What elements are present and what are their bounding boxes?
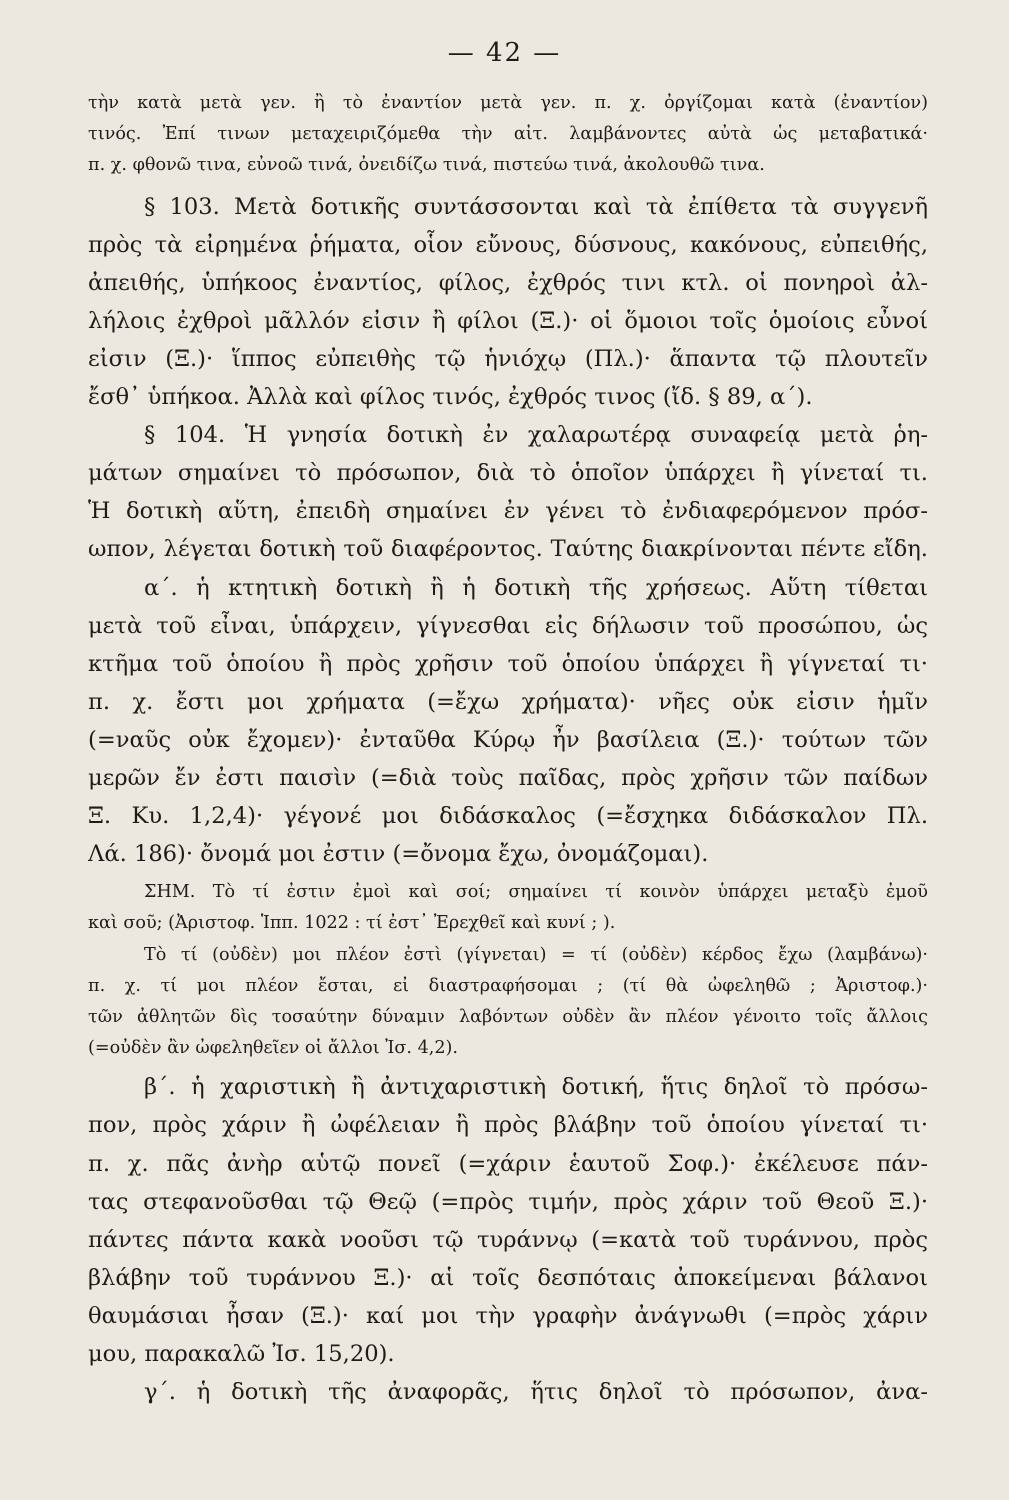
text-line: Τὸ τί (οὐδὲν) μοι πλέον ἐστὶ (γίγνεται) = τί (οὐδὲν) κέρδος ἔχω (λαμβάνω)· xyxy=(144,944,928,965)
text-line: λήλοις ἐχθροὶ μᾶλλόν εἰσιν ἢ φίλοι (Ξ.)· οἱ ὅμοιοι τοῖς ὁμοίοις εὖνοί xyxy=(88,307,928,334)
text-line: γ΄. ἡ δοτικὴ τῆς ἀναφορᾶς, ἥτις δηλοῖ τὸ πρόσωπον, ἀνα- xyxy=(144,1379,928,1406)
text-line: § 104. Ἡ γνησία δοτικὴ ἐν χαλαρωτέρᾳ συναφείᾳ μετὰ ῥη- xyxy=(144,422,928,449)
text-line: βλάβην τοῦ τυράννου Ξ.)· αἱ τοῖς δεσπόταις ἀποκείμεναι βάλανοι xyxy=(88,1264,928,1291)
text-line: π. χ. φθονῶ τινα, εὐνοῶ τινά, ὀνειδίζω τινά, πιστεύω τινά, ἀκολουθῶ τινα. xyxy=(88,155,765,176)
text-line: Ἡ δοτικὴ αὕτη, ἐπειδὴ σημαίνει ἐν γένει τὸ ἐνδιαφερόμενον πρόσ- xyxy=(88,498,928,525)
text-line: α΄. ἡ κτητικὴ δοτικὴ ἢ ἡ δοτικὴ τῆς χρήσεως. Αὕτη τίθεται xyxy=(144,574,928,601)
text-line: μερῶν ἔν ἐστι παισὶν (=διὰ τοὺς παῖδας, πρὸς χρῆσιν τῶν παίδων xyxy=(88,764,928,791)
text-line: τινός. Ἐπί τινων μεταχειριζόμεθα τὴν αἰτ. λαμβάνοντες αὐτὰ ὡς μεταβατικά· xyxy=(88,124,928,145)
text-line: εἰσιν (Ξ.)· ἵππος εὐπειθὴς τῷ ἡνιόχῳ (Πλ.)· ἅπαντα τῷ πλουτεῖν xyxy=(88,345,928,372)
section-g xyxy=(88,1373,928,1411)
text-line: πρὸς τὰ εἰρημένα ῥήματα, οἷον εὔνους, δύσνους, κακόνους, εὐπειθής, xyxy=(88,231,928,258)
section-103 xyxy=(88,188,928,417)
text-line: Ξ. Κυ. 1,2,4)· γέγονέ μοι διδάσκαλος (=ἔσχηκα διδάσκαλον Πλ. xyxy=(88,803,928,830)
text-line: καὶ σοῦ; (Ἀριστοφ. Ἱππ. 1022 : τί ἐστ᾽ Ἐρεχθεῖ καὶ κυνί ; ). xyxy=(88,913,616,934)
text-line: κτῆμα τοῦ ὁποίου ἢ πρὸς χρῆσιν τοῦ ὁποίου ὑπάρχει ἢ γίγνεταί τι· xyxy=(88,650,928,677)
text-line: ἔσθ᾽ ὑπήκοα. Ἀλλὰ καὶ φίλος τινός, ἐχθρός τινος (ἴδ. § 89, α΄). xyxy=(88,384,813,411)
text-line: π. χ. πᾶς ἀνὴρ αὑτῷ πονεῖ (=χάριν ἑαυτοῦ Σοφ.)· ἐκέλευσε πάν- xyxy=(88,1150,928,1177)
text-line: ωπον, λέγεται δοτικὴ τοῦ διαφέροντος. Ταύτης διακρίνονται πέντε εἴδη. xyxy=(88,536,928,563)
text-line: Λά. 186)· ὄνομά μοι ἐστιν (=ὄνομα ἔχω, ὀνομάζομαι). xyxy=(88,841,709,868)
text-line: τῶν ἀθλητῶν δὶς τοσαύτην δύναμιν λαβόντων οὐδὲν ἂν πλέον γένοιτο τοῖς ἄλλοις xyxy=(88,1007,928,1027)
text-line: πάντες πάντα κακὰ νοοῦσι τῷ τυράννῳ (=κατὰ τοῦ τυράννου, πρὸς xyxy=(88,1226,928,1253)
text-line: μου, παρακαλῶ Ἰσ. 15,20). xyxy=(88,1341,395,1368)
page-number: — 42 — xyxy=(447,38,562,68)
text-line: μετὰ τοῦ εἶναι, ὑπάρχειν, γίγνεσθαι εἰς δήλωσιν τοῦ προσώπου, ὡς xyxy=(88,612,928,639)
remark-note xyxy=(88,877,928,1064)
section-b xyxy=(88,1068,928,1373)
text-line: τας στεφανοῦσθαι τῷ Θεῷ (=πρὸς τιμήν, πρὸς χάριν τοῦ Θεοῦ Ξ.)· xyxy=(88,1188,928,1215)
text-line: (=οὐδὲν ἂν ὠφεληθεῖεν οἱ ἄλλοι Ἰσ. 4,2). xyxy=(88,1038,459,1059)
text-line: (=ναῦς οὐκ ἔχομεν)· ἐνταῦθα Κύρῳ ἦν βασίλεια (Ξ.)· τούτων τῶν xyxy=(88,726,928,753)
text-line: π. χ. ἔστι μοι χρήματα (=ἔχω χρήματα)· νῆες οὐκ εἰσιν ἡμῖν xyxy=(88,688,928,715)
text-column xyxy=(88,88,928,1411)
top-note xyxy=(88,88,928,182)
text-line: § 103. Μετὰ δοτικῆς συντάσσονται καὶ τὰ ἐπίθετα τὰ συγγενῆ xyxy=(144,193,928,220)
text-line: μάτων σημαίνει τὸ πρόσωπον, διὰ τὸ ὁποῖον ὑπάρχει ἢ γίνεταί τι. xyxy=(88,460,928,487)
text-line: β΄. ἡ χαριστικὴ ἢ ἀντιχαριστικὴ δοτική, ἥτις δηλοῖ τὸ πρόσω- xyxy=(144,1074,928,1101)
text-line: ἀπειθής, ὑπήκοος ἐναντίος, φίλος, ἐχθρός τινι κτλ. οἱ πονηροὶ ἀλ- xyxy=(88,269,928,296)
section-104 xyxy=(88,416,928,873)
text-line: ΣΗΜ. Τὸ τί ἐστιν ἐμοὶ καὶ σοί; σημαίνει τί κοινὸν ὑπάρχει μεταξὺ ἐμοῦ xyxy=(144,882,928,903)
text-line: πον, πρὸς χάριν ἢ ὠφέλειαν ἢ πρὸς βλάβην τοῦ ὁποίου γίνεταί τι· xyxy=(88,1112,928,1139)
text-line: π. χ. τί μοι πλέον ἔσται, εἰ διαστραφήσομαι ; (τί θὰ ὠφεληθῶ ; Ἀριστοφ.)· xyxy=(88,975,928,996)
text-line: τὴν κατὰ μετὰ γεν. ἢ τὸ ἐναντίον μετὰ γεν. π. χ. ὀργίζομαι κατὰ (ἐναντίον) xyxy=(88,93,928,113)
text-line: θαυμάσιαι ἦσαν (Ξ.)· καί μοι τὴν γραφὴν ἀνάγνωθι (=πρὸς χάριν xyxy=(88,1302,928,1329)
